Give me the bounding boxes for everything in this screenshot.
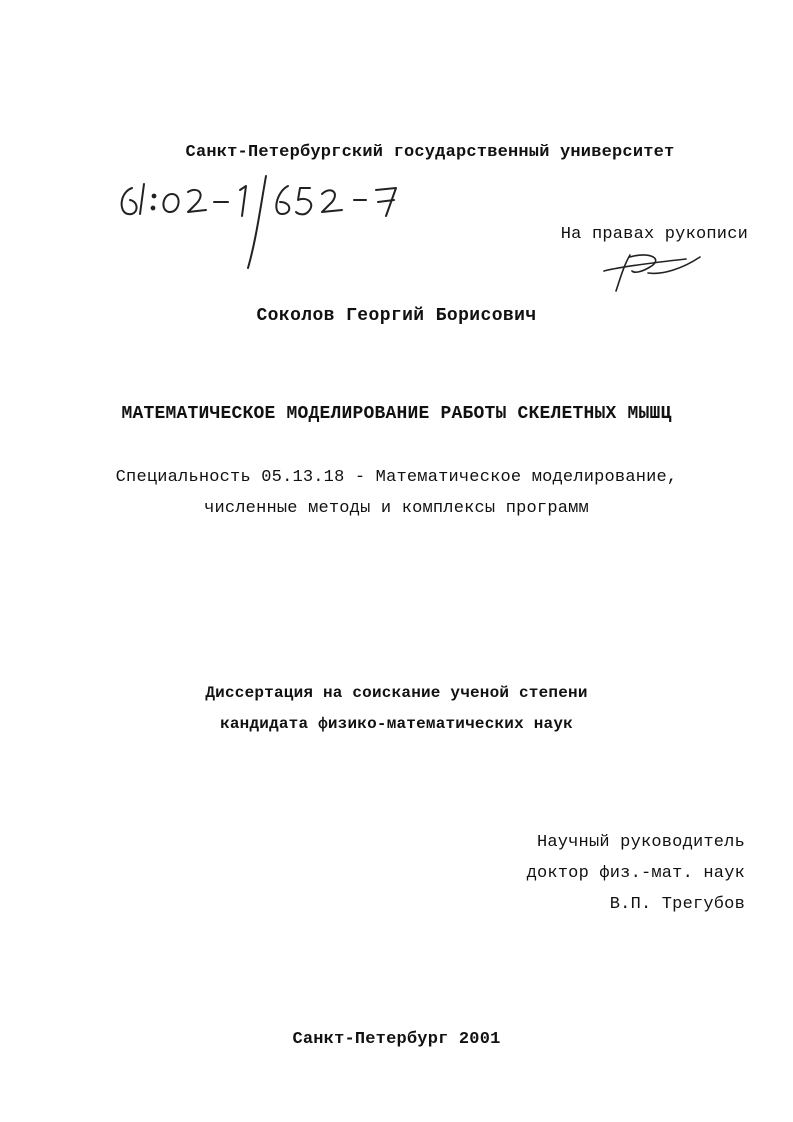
author-name: Соколов Георгий Борисович — [256, 306, 537, 326]
thesis-title: МАТЕМАТИЧЕСКОЕ МОДЕЛИРОВАНИЕ РАБОТЫ СКЕЛЕТНЫХ МЫШЦ — [121, 404, 672, 424]
supervisor-role: Научный руководитель — [536, 833, 745, 852]
supervisor-name: В.П. Трегубов — [609, 895, 745, 914]
supervisor-degree: доктор физ.-мат. наук — [526, 864, 745, 883]
degree-line-1: Диссертация на соискание ученой степени — [205, 684, 588, 702]
city-year: Санкт-Петербург 2001 — [292, 1030, 501, 1049]
specialty-line-2: численные методы и комплексы программ — [204, 499, 589, 518]
university-name: Санкт-Петербургский государственный университет — [185, 143, 675, 162]
handwritten-archive-number — [110, 170, 430, 280]
degree-line-2: кандидата физико-математических наук — [220, 715, 573, 733]
handwritten-signature — [590, 245, 710, 295]
rights-notice: На правах рукописи — [560, 225, 748, 244]
specialty-line-1: Специальность 05.13.18 - Математическое моделирование, — [115, 468, 678, 487]
